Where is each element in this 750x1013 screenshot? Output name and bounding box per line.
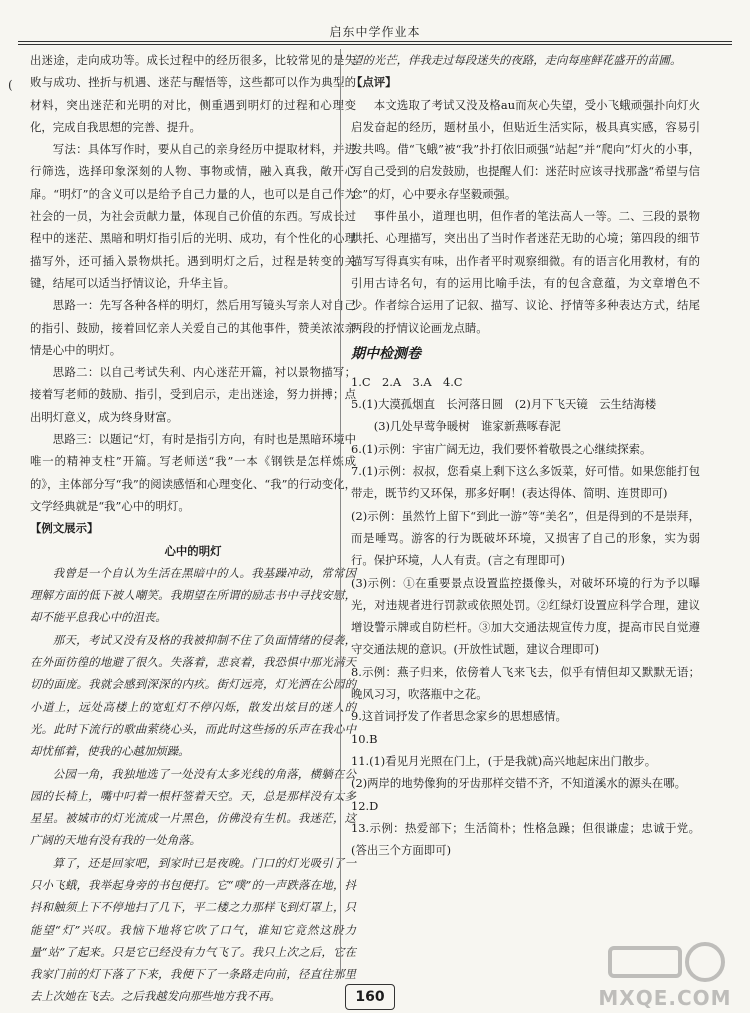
answer-item: (3)几处早莺争暖树 谁家新燕啄春泥 bbox=[373, 419, 561, 434]
comment-paragraph: 本文选取了考试又没及格au而灰心失望，受小飞蛾顽强扑向灯火启发奋起的经历，题材虽小，但贴近生活实际，极具真实感，容易引发共鸣。借“飞蛾”被“我”扑打依旧顽强“站起”并“爬向”灯火的小事，写自己受到的启发鼓励，也提醒人们：迷茫时应该寻找那盏“希望与信念”的灯，心中要永存坚毅顽强。 bbox=[351, 97, 700, 201]
answer-item: 7.(1)示例：叔叔，您看桌上剩下这么多饭菜，好可惜。如果您能打包带走，既节约又环保，那多好啊！(表达得体、简明、连贯即可) bbox=[351, 464, 700, 501]
right-column bbox=[351, 49, 700, 861]
answer-item: 1.C 2.A 3.A 4.C bbox=[351, 374, 463, 389]
example-tag: 【例文展示】 bbox=[30, 521, 99, 536]
answer-item: 13.示例：热爱部下；生活简朴；性格急躁；但很谦虚；忠诚于党。(答出三个方面即可) bbox=[351, 820, 700, 858]
watermark-text: MXQE.COM bbox=[598, 986, 732, 1010]
answer-item: 8.示例：燕子归来，依傍着人飞来飞去，似乎有情但却又默默无语；晚风习习，吹落瓶中之花。 bbox=[351, 664, 700, 702]
header-rule bbox=[18, 41, 732, 45]
essay-paragraph: 算了，还是回家吧，到家时已是夜晚。门口的灯光吸引了一只小飞蛾，我举起身旁的书包便打。它“噗”的一声跌落在地，抖抖和触须上下不停地扫了几下，平二楼之力那样飞到灯罩上，只能望“灯”兴叹。我恼下地将它吹了口气，谁知它竟然这股力量“站”了起来。只是它已经没有力气飞了。我只上次之后，它在我家门前的灯下落了下来，我便下了一条路走向前，径直往那里去上次她在飞去。之后我越发向那些地方我不再。 bbox=[30, 855, 356, 1004]
intro-paragraph: 思路三：以题记“灯，有时是指引方向，有时也是黑暗环境中唯一的精神支柱”开篇。写老师送“我”一本《钢铁是怎样炼成的》，主体部分写“我”的阅读感悟和心理变化、“我”的行动变化，文学经典就是“我”心中的明灯。 bbox=[30, 432, 356, 513]
essay-ending: 望的光芒，伴我走过每段迷失的夜路，走向每座鲜花盛开的苗圃。 bbox=[351, 53, 682, 67]
intro-paragraph: 思路一：先写各种各样的明灯，然后用写镜头写亲人对自己的指引、鼓励，接着回忆亲人关爱自己的其他事件，赞美浓浓亲情是心中的明灯。 bbox=[30, 298, 356, 357]
intro-paragraph: 出迷途，走向成功等。成长过程中的经历很多，比较常见的是失败与成功、挫折与机遇、迷茫与醒悟等，这些都可以作为典型的材料，突出迷茫和光明的对比，侧重遇到明灯的过程和心理变化，完成自我思想的完善、提升。 bbox=[30, 53, 356, 134]
watermark-logo bbox=[590, 940, 740, 1010]
header-title: 启东中学作业本 bbox=[329, 25, 421, 39]
answer-item: 11.(1)看见月光照在门上，(于是我就)高兴地起床出门散步。 bbox=[351, 753, 657, 768]
answer-item: 9.这首词抒发了作者思念家乡的思想感情。 bbox=[351, 709, 567, 724]
essay-body bbox=[30, 562, 356, 1008]
answer-item: (2)示例：虽然竹上留下“到此一游”等“美名”，但是得到的不是崇拜，而是唾骂。游客的行为既破坏环境，又损害了自己的形象，实为弱行。保护环境，人人有责。(言之有理即可) bbox=[351, 508, 700, 568]
essay-paragraph: 我曾是一个自认为生活在黑暗中的人。我基躁冲动，常常因理解方面的低下被人嘲笑。我期望在所谓的励志书中寻找安慰，却不能平息我心中的沮丧。 bbox=[30, 565, 356, 625]
answer-item: 5.(1)大漠孤烟直 长河落日圆 (2)月下飞天镜 云生结海楼 bbox=[351, 397, 657, 412]
essay-paragraph: 公园一角，我独地选了一处没有太多光线的角落，横躺在公园的长椅上，嘴中叼着一根杆签着天空。天，总是那样没有太多星星。被城市的灯光流成一片黑色，仿佛没有生机。我迷茫，这广阔的天地有没有我的一处角落。 bbox=[30, 766, 356, 848]
answer-item: (3)示例：①在重要景点设置监控摄像头，对破坏环境的行为予以曝光，对违规者进行罚款或依照处罚。②红绿灯设置应科学合理，建议增设警示牌或自防栏杆。③加大交通法规宣传力度，提高市民自觉遵守交通法规的意识。(开放性试题，建议合理即可) bbox=[351, 575, 700, 657]
left-column bbox=[30, 49, 356, 1008]
column-divider bbox=[340, 49, 341, 974]
page-number: 160 bbox=[345, 984, 395, 1010]
page-header bbox=[0, 0, 750, 44]
intro-paragraph: 写法：具体写作时，要从自己的亲身经历中提取材料，并进行筛选，选择印象深刻的人物、事物或情，融入真我，敞开心扉。“明灯”的含义可以是给予自己力量的人，也可以是自己作为社会的一员，为社会贡献力量，体现自己价值的东西。写成长过程中的迷茫、黑暗和明灯指引后的光明、成功，有个性化的心理描写外，还可插入景物烘托。遇到明灯之后，过程是转变的关键，结尾可以适当抒情议论，升华主旨。 bbox=[30, 142, 356, 290]
comment-paragraph: 事件虽小，道理也明，但作者的笔法高人一等。二、三段的景物烘托、心理描写，突出出了当时作者迷茫无助的心境；第四段的细节描写写得真实有味，出作者平时观察细微。有的语言化用教材，有的引用古诗名句，有的运用比喻手法，有的包含意蕴，为文章增色不少。作者综合运用了记叙、描写、议论、抒情等多种表达方式，结尾两段的抒情议论画龙点睛。 bbox=[351, 209, 700, 335]
answer-item: 12.D bbox=[351, 798, 379, 813]
watermark-logo-icon bbox=[590, 940, 740, 990]
answer-item: 6.(1)示例：宇宙广阔无边，我们要怀着敬畏之心继续探索。 bbox=[351, 441, 652, 456]
margin-bracket-mark: ( bbox=[8, 78, 13, 92]
answer-item: 10.B bbox=[351, 731, 378, 746]
essay-title: 心中的明灯 bbox=[164, 543, 222, 558]
essay-paragraph: 那天，考试又没有及格的我被抑制不住了负面情绪的侵袭，在外面彷徨的地避了很久。失落着，悲哀着，我恐惧中那光满天切的面庞。我就会感到深深的内疚。街灯远亮，灯光洒在公园的小道上，远处高楼上的宽虹灯不停闪烁，散发出炫目的迷人的光。此时下流行的歌曲萦绕心头，而此时这些扬的乐声在我心中却忧郁着，使我的心越加烦躁。 bbox=[30, 632, 356, 759]
section-title: 期中检测卷 bbox=[351, 345, 421, 362]
intro-paragraph: 思路二：以自己考试失利、内心迷茫开篇，衬以景物描写；接着写老师的鼓励、指引，受到启示，走出迷途，努力拼搏；点出明灯意义，成为终身财富。 bbox=[30, 365, 356, 424]
comment-tag: 【点评】 bbox=[351, 75, 397, 90]
answer-list bbox=[351, 371, 700, 862]
answer-item: (2)两岸的地势像狗的牙齿那样交错不齐，不知道溪水的源头在哪。 bbox=[351, 776, 687, 791]
